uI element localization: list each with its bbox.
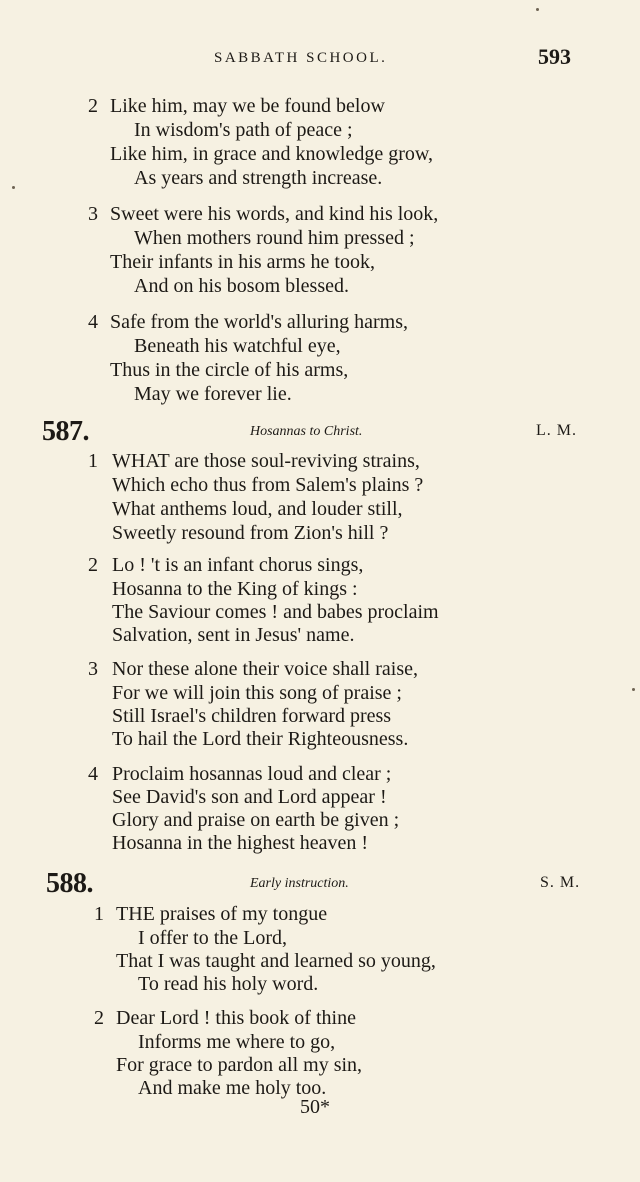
verse-line: Sweetly resound from Zion's hill ? [112, 522, 389, 544]
hymn-number: 587. [42, 416, 89, 447]
verse-line: Safe from the world's alluring harms, [110, 311, 408, 333]
hymn-meter: L. M. [536, 422, 577, 439]
running-head: SABBATH SCHOOL. [214, 50, 388, 66]
verse-line: In wisdom's path of peace ; [134, 119, 353, 141]
page-number: 593 [538, 44, 571, 69]
verse-line: And on his bosom blessed. [134, 275, 349, 297]
verse-line: See David's son and Lord appear ! [112, 786, 387, 808]
verse-line: Like him, may we be found below [110, 95, 385, 117]
verse-line: Still Israel's children forward press [112, 705, 392, 727]
verse-number: 4 [88, 311, 98, 333]
verse-number: 3 [88, 203, 98, 225]
verse-line: Which echo thus from Salem's plains ? [112, 474, 424, 496]
verse-line: THE praises of my tongue [116, 903, 328, 925]
verse-line: I offer to the Lord, [138, 927, 288, 949]
verse-line: When mothers round him pressed ; [134, 227, 415, 249]
verse-line: Lo ! 't is an infant chorus sings, [112, 554, 364, 576]
verse-number: 2 [88, 554, 98, 576]
verse-line: Like him, in grace and knowledge grow, [110, 143, 434, 165]
verse-line: As years and strength increase. [134, 167, 383, 189]
verse-number: 2 [88, 95, 98, 117]
hymn-number: 588. [46, 868, 93, 899]
verse-number: 1 [88, 450, 98, 472]
verse-line: Their infants in his arms he took, [110, 251, 375, 273]
verse-line: Informs me where to go, [138, 1031, 336, 1053]
hymn-title: Hosannas to Christ. [250, 424, 363, 439]
verse-line: For grace to pardon all my sin, [116, 1054, 363, 1076]
ink-speck [632, 688, 635, 691]
verse-line: Glory and praise on earth be given ; [112, 809, 400, 831]
verse-line: Dear Lord ! this book of thine [116, 1007, 356, 1029]
verse-number: 1 [94, 903, 104, 925]
verse-line: That I was taught and learned so young, [116, 950, 436, 972]
verse-line: Nor these alone their voice shall raise, [112, 658, 418, 680]
verse-line: Beneath his watchful eye, [134, 335, 341, 357]
signature-mark: 50* [300, 1096, 330, 1118]
verse-number: 3 [88, 658, 98, 680]
verse-line: To hail the Lord their Righteousness. [112, 728, 409, 750]
hymn-meter: S. M. [540, 874, 581, 891]
verse-line: And make me holy too. [138, 1077, 327, 1099]
ink-speck [12, 186, 15, 189]
verse-number: 2 [94, 1007, 104, 1029]
verse-line: May we forever lie. [134, 383, 292, 405]
verse-line: Proclaim hosannas loud and clear ; [112, 763, 392, 785]
verse-line: WHAT are those soul-reviving strains, [112, 450, 420, 472]
verse-number: 4 [88, 763, 98, 785]
verse-line: Thus in the circle of his arms, [110, 359, 349, 381]
hymn-title: Early instruction. [250, 876, 349, 891]
verse-line: The Saviour comes ! and babes proclaim [112, 601, 439, 623]
verse-line: Hosanna in the highest heaven ! [112, 832, 369, 854]
verse-line: To read his holy word. [138, 973, 319, 995]
verse-line: Salvation, sent in Jesus' name. [112, 624, 355, 646]
verse-line: For we will join this song of praise ; [112, 682, 402, 704]
verse-line: Sweet were his words, and kind his look, [110, 203, 439, 225]
verse-line: What anthems loud, and louder still, [112, 498, 403, 520]
verse-line: Hosanna to the King of kings : [112, 578, 358, 600]
ink-speck [536, 8, 539, 11]
